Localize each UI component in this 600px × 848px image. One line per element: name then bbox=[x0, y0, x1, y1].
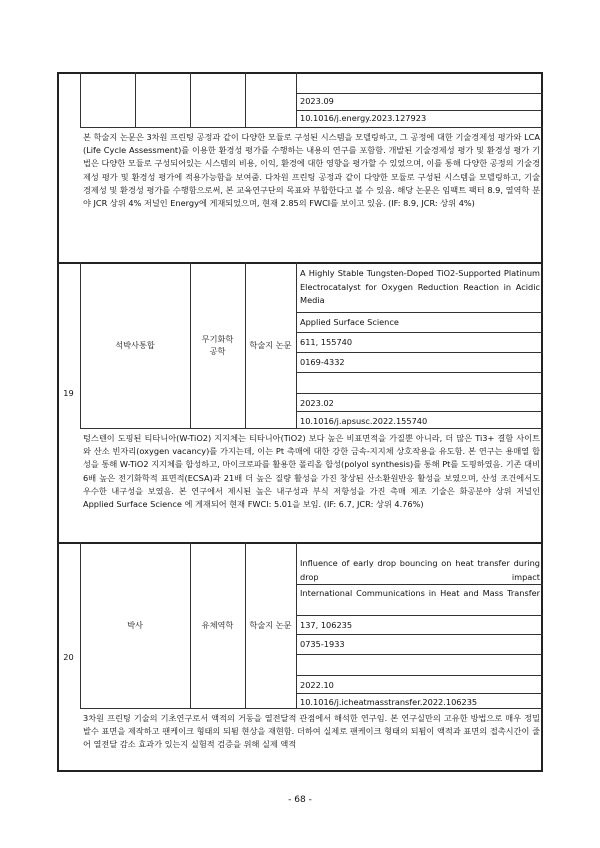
row-divider bbox=[297, 634, 543, 635]
entry19-abstract: 텅스텐이 도핑된 티타니아(W-TiO2) 지지체는 티타니아(TiO2) 보다 높은 비표면적을 가질뿐 아니라, 더 많은 Ti3+ 결함 사이트와 산소 빈자리(oxygen vacancy)를 가지는데, 이는 Pt 촉매에 대한 강한 금속-지지체 상호작용을 유도함. 본 연구는 용매열 합성을 통해 W-TiO2 지지체를 합성하고, 마이크로파를 활용한 폴리올 합성(polyol synthesis)를 통해 Pt를 도핑하였음. 기존 대비 6배 높은 전기화학적 표면적(ECSA)과 21배 더 높은 질량 활성을 가진 창상된 산소환원반응 활성을 보였으며, 산성 조건에서도 우수한 내구성을 보였음. 본 연구에서 제시된 높은 내구성과 부식 저항성을 가진 촉매 제조 기술은 화공분야 상위 저널인 Applied Surface Science 에 게재되어 현재 FWCI: 5.01을 보임. (IF: 6.7, JCR: 상위 4.76%) bbox=[83, 433, 540, 510]
table-bottom-border bbox=[57, 770, 543, 772]
row-divider bbox=[297, 372, 543, 373]
entry20-doi: 10.1016/j.icheatmasstransfer.2022.106235 bbox=[300, 697, 478, 707]
entry20-journal: International Communications in Heat and Mass Transfer bbox=[300, 588, 540, 598]
table-top-border bbox=[57, 72, 543, 74]
entry19-issn: 0169-4332 bbox=[300, 357, 345, 367]
row-divider bbox=[297, 332, 543, 333]
row-divider bbox=[80, 127, 543, 128]
row-divider bbox=[297, 693, 543, 694]
row-divider bbox=[297, 110, 543, 111]
entry18-pub-date: 2023.09 bbox=[300, 96, 334, 106]
entry19-field: 무기화학공학 bbox=[201, 334, 234, 356]
entry20-type: 학술지 논문 bbox=[249, 620, 292, 630]
entry19-number: 19 bbox=[63, 388, 74, 398]
row-divider bbox=[297, 312, 543, 313]
row-divider bbox=[297, 393, 543, 394]
row-divider bbox=[297, 411, 543, 412]
entry19-pub-date: 2023.02 bbox=[300, 398, 334, 408]
row-divider bbox=[297, 675, 543, 676]
entry20-field: 유체역학 bbox=[201, 620, 234, 630]
entry20-pub-date: 2022.10 bbox=[300, 680, 334, 690]
row-divider bbox=[297, 352, 543, 353]
row-divider bbox=[297, 584, 543, 585]
col-divider bbox=[80, 72, 81, 127]
entry20-issn: 0735-1933 bbox=[300, 639, 345, 649]
row-divider bbox=[80, 428, 543, 429]
row-divider bbox=[297, 93, 543, 94]
row-divider bbox=[80, 708, 543, 709]
entry19-journal: Applied Surface Science bbox=[300, 317, 399, 327]
row-divider bbox=[297, 615, 543, 616]
entry20-volume: 137, 106235 bbox=[300, 620, 353, 630]
entry18-doi: 10.1016/j.energy.2023.127923 bbox=[300, 113, 427, 123]
entry20-degree: 박사 bbox=[127, 620, 143, 630]
row-divider bbox=[297, 654, 543, 655]
entry19-doi: 10.1016/j.apsusc.2022.155740 bbox=[300, 416, 428, 426]
page-number: - 68 - bbox=[288, 795, 312, 805]
col-divider bbox=[245, 72, 246, 127]
entry19-volume: 611, 155740 bbox=[300, 337, 353, 347]
entry20-abstract: 3차원 프린팅 기술의 기초연구로서 액적의 거동을 열전달적 관점에서 해석한 연구임. 본 연구실만의 고유한 방법으로 매우 정밀 발수 표면을 제작하고 팬케이크 형태의 되튐 현상을 재현함. 더하여 실제로 팬케이크 형태의 되튐이 액적과 표면의 접촉시간이 줄어 열전달 감소 효과가 있는지 실험적 검증을 위해 실제 액적 bbox=[83, 713, 540, 750]
entry20-title: Influence of early drop bouncing on heat transfer during drop impact bbox=[300, 558, 540, 582]
entry20-number: 20 bbox=[63, 652, 74, 662]
entry19-degree: 석박사통합 bbox=[115, 340, 155, 350]
col-divider bbox=[190, 72, 191, 127]
entry19-title: A Highly Stable Tungsten-Doped TiO2-Supported Platinum Electrocatalyst for Oxygen Reduction Reaction in Acidic Media bbox=[300, 268, 540, 305]
entry19-type: 학술지 논문 bbox=[249, 340, 292, 350]
entry18-abstract: 본 학술지 논문은 3차원 프린팅 공정과 같이 다양한 모듈로 구성된 시스템을 모델링하고, 그 공정에 대한 기술경제성 평가와 LCA (Life Cycle Assessment)를 이용한 환경성 평가를 수행하는 내용의 연구를 포함함. 개발된 기술경제성 평가 및 환경성 평가 기법은 다양한 모듈로 구성되어있는 시스템의 비용, 이익, 환경에 대한 영향을 평가할 수 있었으며, 이를 통해 다양한 공정의 기술경제성 평가 및 환경성 평가에 적용가능함을 보여줌. 다차원 프린팅 공정과 같이 다양한 모듈로 구성된 시스템을 모델링하고, 기술경제성 및 환경성 평가를 수행함으로써, 본 교육연구단의 목표와 부합한다고 볼 수 있음. 해당 논문은 임팩트 팩터 8.9, 열역학 분야 JCR 상위 4% 저널인 Energy에 게재되었으며, 현재 2.85의 FWCI를 보이고 있음. (IF: 8.9, JCR: 상위 4%) bbox=[83, 132, 540, 209]
col-divider bbox=[135, 72, 136, 127]
